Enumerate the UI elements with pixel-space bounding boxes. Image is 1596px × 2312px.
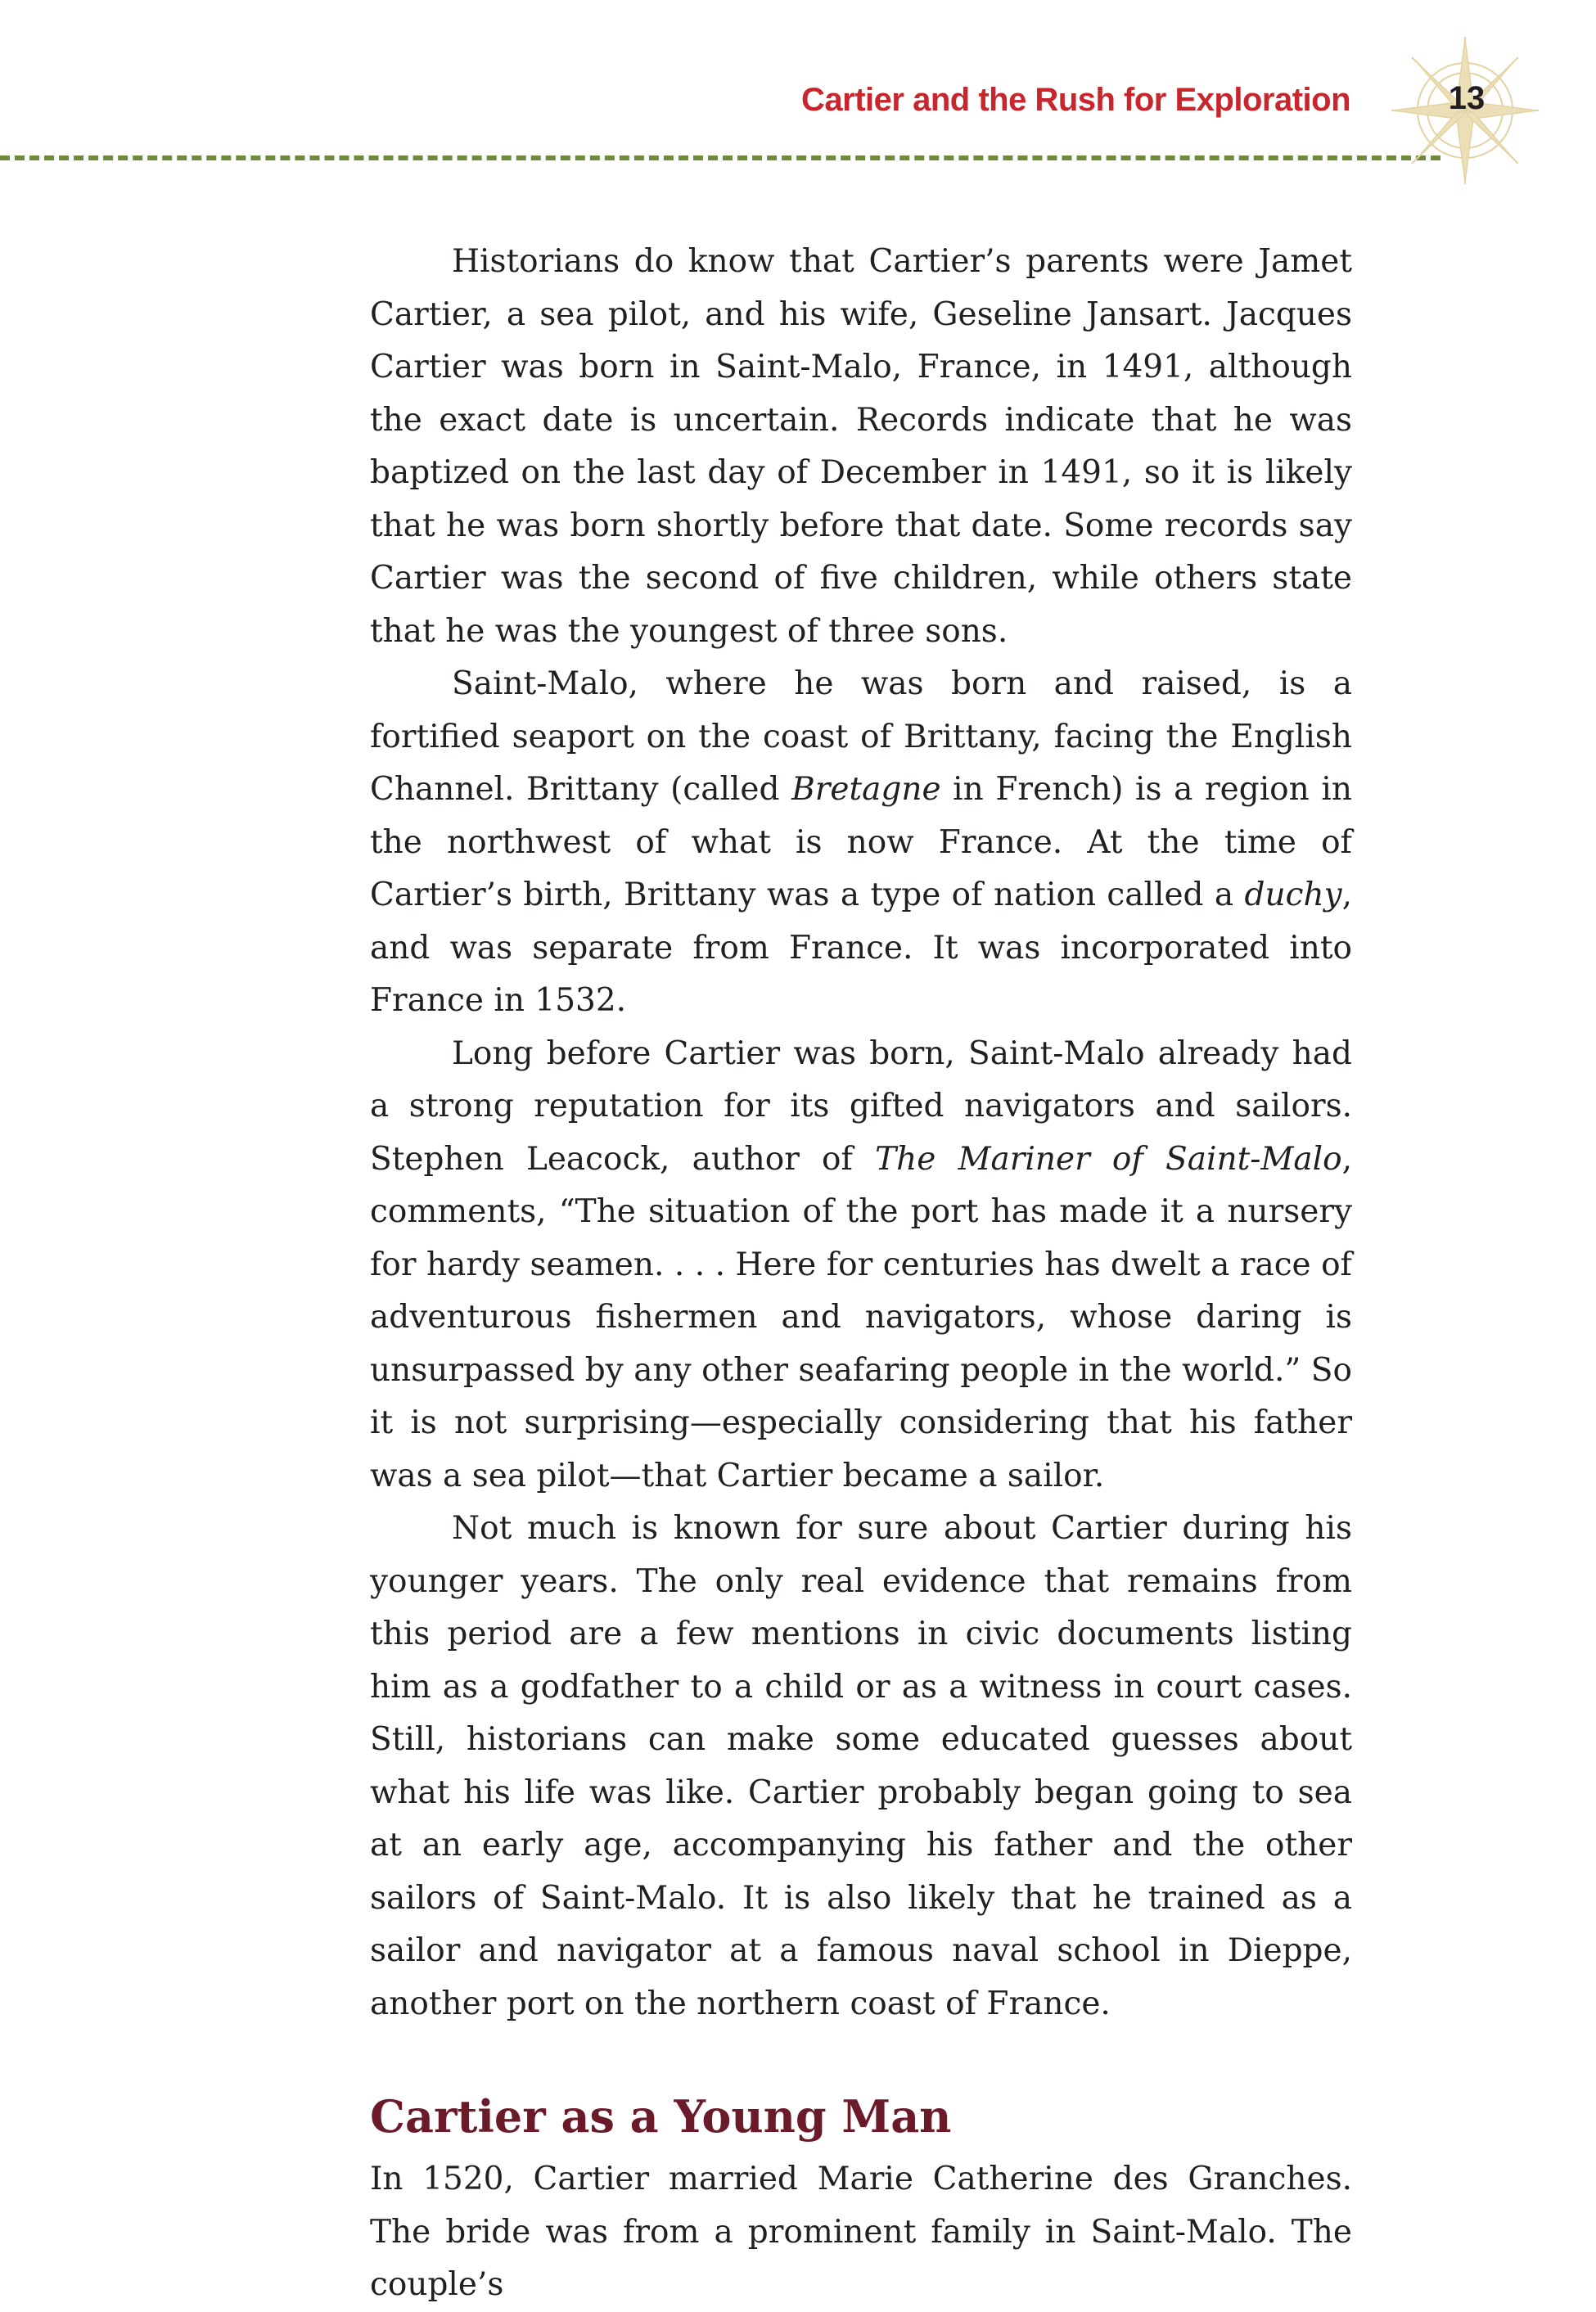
page-header xyxy=(0,0,1596,180)
section-heading: Cartier as a Young Man xyxy=(370,2090,952,2143)
book-title: The Mariner of Saint-Malo xyxy=(875,1140,1342,1178)
running-title: Cartier and the Rush for Exploration xyxy=(801,82,1350,118)
header-rule xyxy=(0,155,1440,160)
paragraph-4: Not much is known for sure about Cartier during his younger years. The only real evidence that remains from this period are a few mentions in civic documents listing him as a godfather to a child or as a witness in court cases. Still, historians can make some educated guesses about what his life was like. Cartier probably began going to sea at an early age, accompanying his father and the other sailors of Saint-Malo. It is also likely that he trained as a sailor and navigator at a famous naval school in Dieppe, another port on the northern coast of France. xyxy=(370,1510,1352,2022)
page-number: 13 xyxy=(1448,80,1486,116)
paragraph-5: In 1520, Cartier married Marie Catherine des Granches. The bride was from a prominent family in Saint-Malo. The couple’s xyxy=(370,2161,1352,2303)
paragraph-3: Long before Cartier was born, Saint-Malo already had a strong reputation for its gifted navigators and sailors. Stephen Leacock, author of The Mariner of Saint-Malo, comments, “The situation of the port has made it a nursery for hardy seamen. . . . Here for centuries has dwelt a race of adventurous fishermen and navigators, whose daring is unsurpassed by any other seafaring people in the world.” So it is not surprising—especially considering that his father was a sea pilot—that Cartier became a sailor. xyxy=(370,1034,1352,1494)
italic-term: duchy xyxy=(1244,877,1342,913)
paragraph-1: Historians do know that Cartier’s parents were Jamet Cartier, a sea pilot, and his wife, Geseline Jansart. Jacques Cartier was born in Saint-Malo, France, in 1491, although the exact date is uncertain. Records indicate that he was baptized on the last day of December in 1491, so it is likely that he was born shortly before that date. Some records say Cartier was the second of five children, while others state that he was the youngest of three sons. xyxy=(370,243,1352,650)
italic-term: Bretagne xyxy=(791,771,941,808)
paragraph-2: Saint-Malo, where he was born and raised, is a fortified seaport on the coast of Brittany, facing the English Channel. Brittany (called Bretagne in French) is a region in the northwest of what is now France. At the time of Cartier’s birth, Brittany was a type of nation called a duchy, and was separate from France. It was incorporated into France in 1532. xyxy=(370,665,1352,1019)
body-text xyxy=(370,236,1352,2312)
